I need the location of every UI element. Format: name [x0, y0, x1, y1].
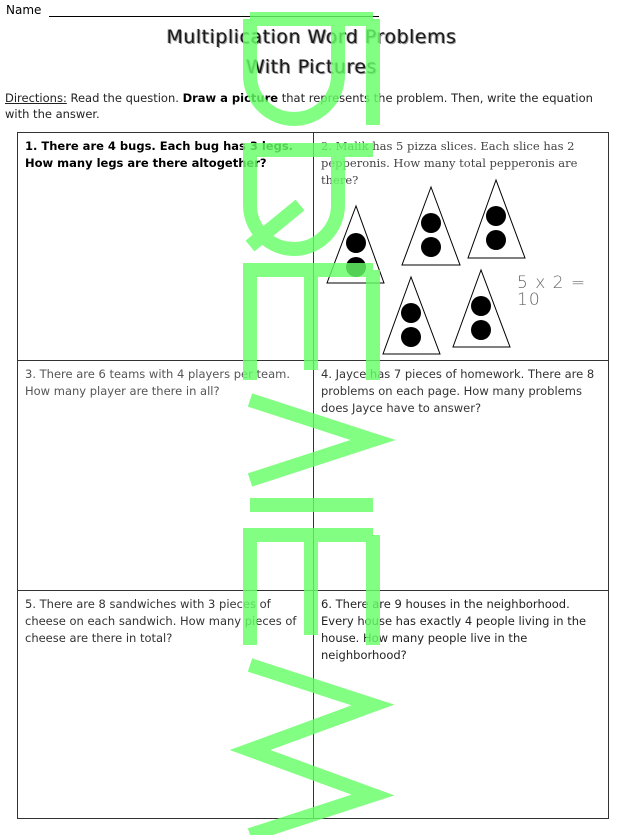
problem-cell-2[interactable] [314, 133, 608, 361]
problem-text-5: 5. There are 8 sandwiches with 3 pieces of cheese on each sandwich. How many pieces of cheese are there in total? [25, 597, 297, 645]
example-equation: 5 x 2 = 10 [517, 273, 587, 310]
name-label: Name [6, 3, 42, 17]
pizza-slice-icon [327, 206, 384, 283]
directions-label: Directions: [5, 91, 67, 105]
pizza-slice-icon [383, 277, 440, 354]
pizza-slice-icon [402, 187, 460, 265]
problem-text-2: 2. Malik has 5 pizza slices. Each slice has 2 pepperonis. How many total pepperonis are there? [321, 139, 578, 187]
directions-text-2: that represents the problem. Then, write the equation with the answer. [5, 91, 593, 121]
problem-cell-4[interactable] [314, 361, 608, 591]
pizza-slice-icon [468, 180, 525, 258]
worksheet-subtitle: With Pictures [246, 56, 377, 78]
problem-cell-1[interactable] [18, 133, 314, 361]
problem-text-3: 3. There are 6 teams with 4 players per team. How many player are there in all? [25, 367, 290, 398]
name-blank-line[interactable] [49, 3, 379, 17]
problem-cell-6[interactable] [314, 591, 608, 818]
problem-cell-5[interactable] [18, 591, 314, 818]
directions-text-1: Read the question. [66, 91, 183, 105]
problem-text-1: 1. There are 4 bugs. Each bug has 3 legs. How many legs are there altogether? [25, 139, 294, 170]
directions-bold: Draw a picture [182, 91, 279, 105]
directions [5, 90, 615, 122]
problem-text-4: 4. Jayce has 7 pieces of homework. There are 8 problems on each page. How many problems does Jayce have to answer? [321, 367, 595, 415]
pizza-slice-icon [453, 270, 510, 347]
worksheet-title: Multiplication Word Problems [166, 26, 457, 48]
problem-text-6: 6. There are 9 houses in the neighborhood. Every house has exactly 4 people living in the house. How many people live in the neighborhood? [321, 597, 587, 662]
problems-grid [17, 132, 609, 819]
problem-cell-3[interactable] [18, 361, 314, 591]
name-field-row [6, 3, 379, 17]
